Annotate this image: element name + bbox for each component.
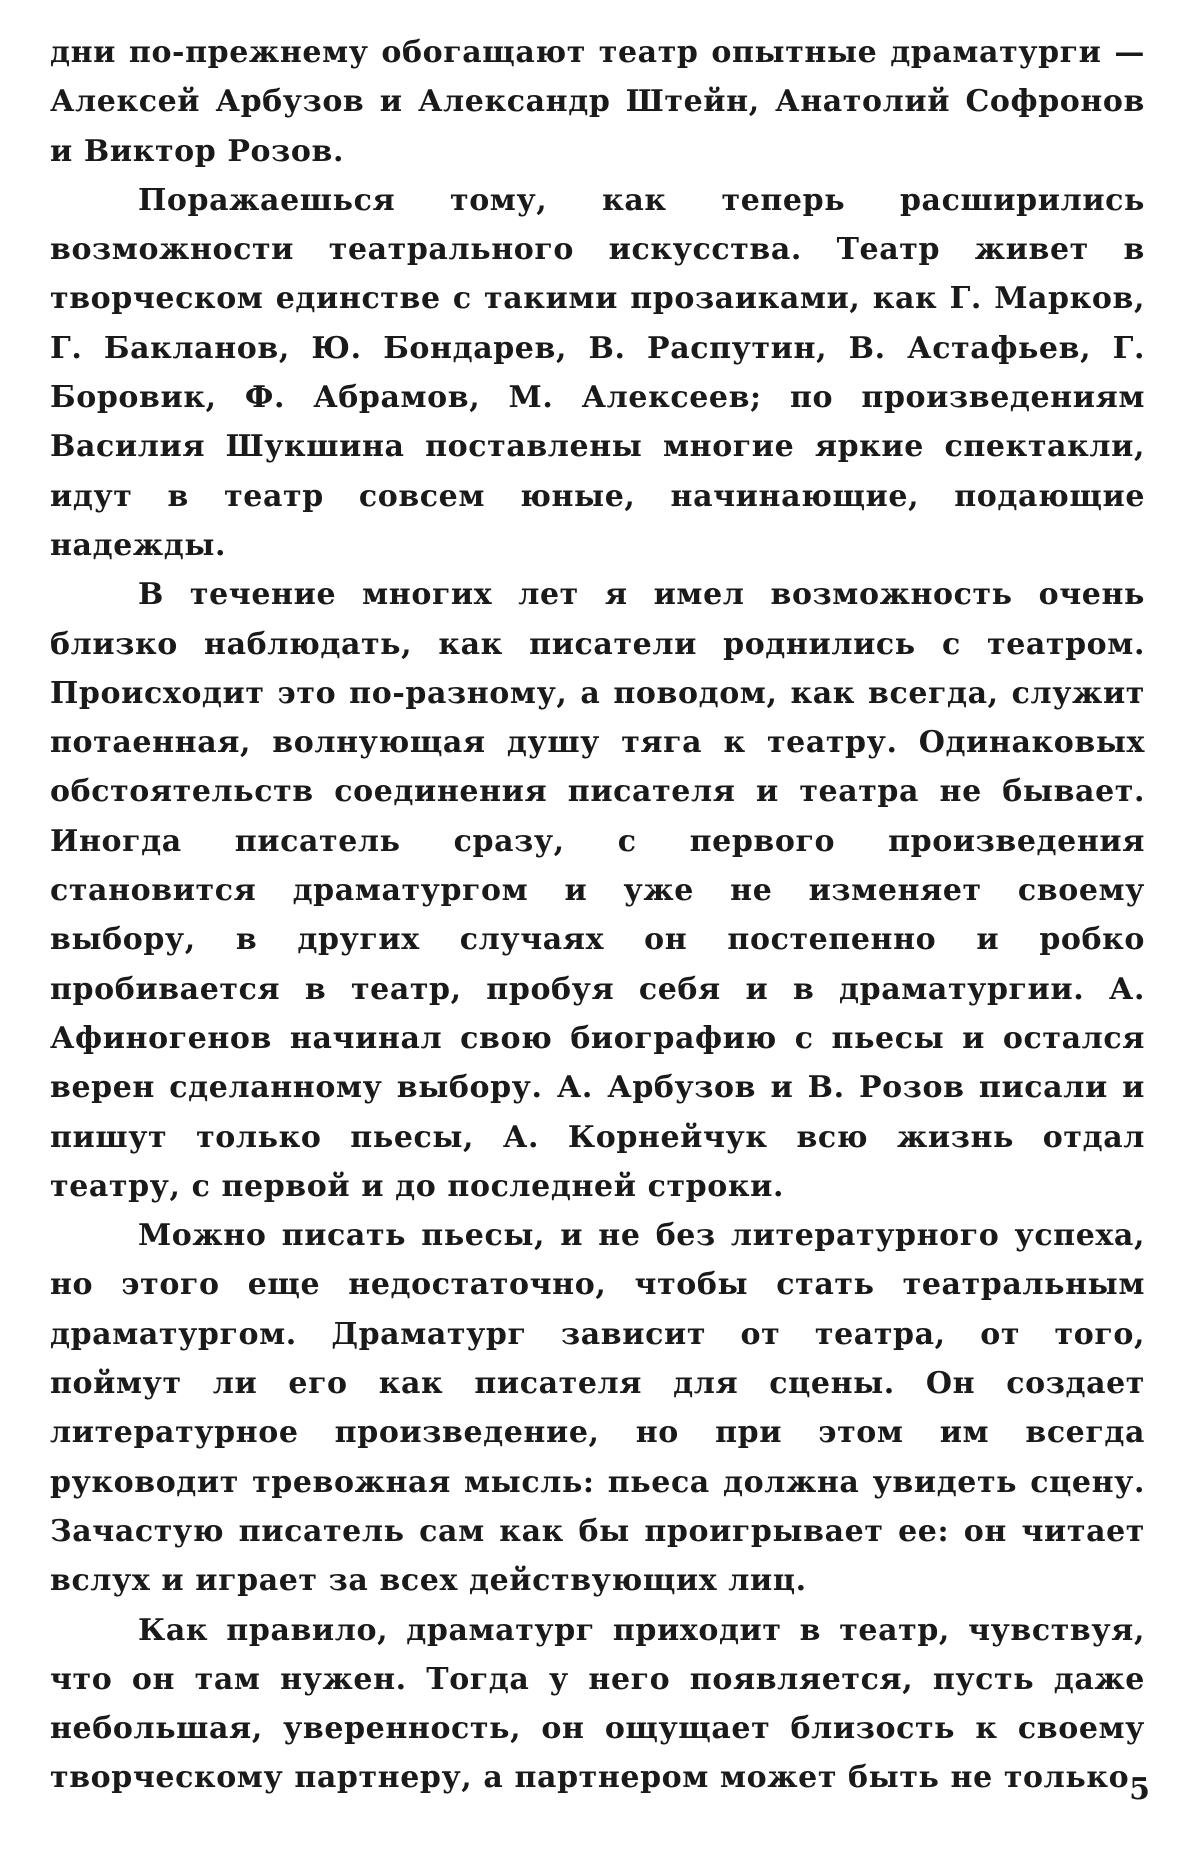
paragraph-4: Можно писать пьесы, и не без литературного успеха, но этого еще недостаточно, чтобы стать театральным драматургом. Драматург зависит от театра, от того, поймут ли его как писателя для сцены. Он создает литературное произведение, но при этом им всегда руководит тревожная мысль: пьеса должна увидеть сцену. Зачастую писатель сам как бы проигрывает ее: он читает вслух и играет за всех действующих лиц. [50, 1218, 1145, 1599]
page-number: 5 [1129, 1772, 1150, 1807]
paragraph-5: Как правило, драматург приходит в театр, чувствуя, что он там нужен. Тогда у него появляется, пусть даже небольшая, уверенность, он ощущает близость к своему творческому партнеру, а партнером может быть не только [50, 1612, 1145, 1796]
paragraph-1: дни по-прежнему обогащают театр опытные драматурги — Алексей Арбузов и Александр Штейн, Анатолий Софронов и Виктор Розов. [50, 35, 1145, 169]
page-body [50, 28, 1145, 1803]
paragraph-2: Поражаешься тому, как теперь расширились возможности театрального искусства. Театр живет в творческом единстве с такими прозаиками, как Г. Марков, Г. Бакланов, Ю. Бондарев, В. Распутин, В. Астафьев, Г. Боровик, Ф. Абрамов, М. Алексеев; по произведениям Василия Шукшина поставлены многие яркие спектакли, идут в театр совсем юные, начинающие, подающие надежды. [50, 182, 1145, 563]
paragraph-3: В течение многих лет я имел возможность очень близко наблюдать, как писатели роднились с театром. Происходит это по-разному, а поводом, как всегда, служит потаенная, волнующая душу тяга к театру. Одинаковых обстоятельств соединения писателя и театра не бывает. Иногда писатель сразу, с первого произведения становится драматургом и уже не изменяет своему выбору, в других случаях он постепенно и робко пробивается в театр, пробуя себя и в драматургии. А. Афиногенов начинал свою биографию с пьесы и остался верен сделанному выбору. А. Арбузов и В. Розов писали и пишут только пьесы, А. Корнейчук всю жизнь отдал театру, с первой и до последней строки. [50, 577, 1145, 1204]
